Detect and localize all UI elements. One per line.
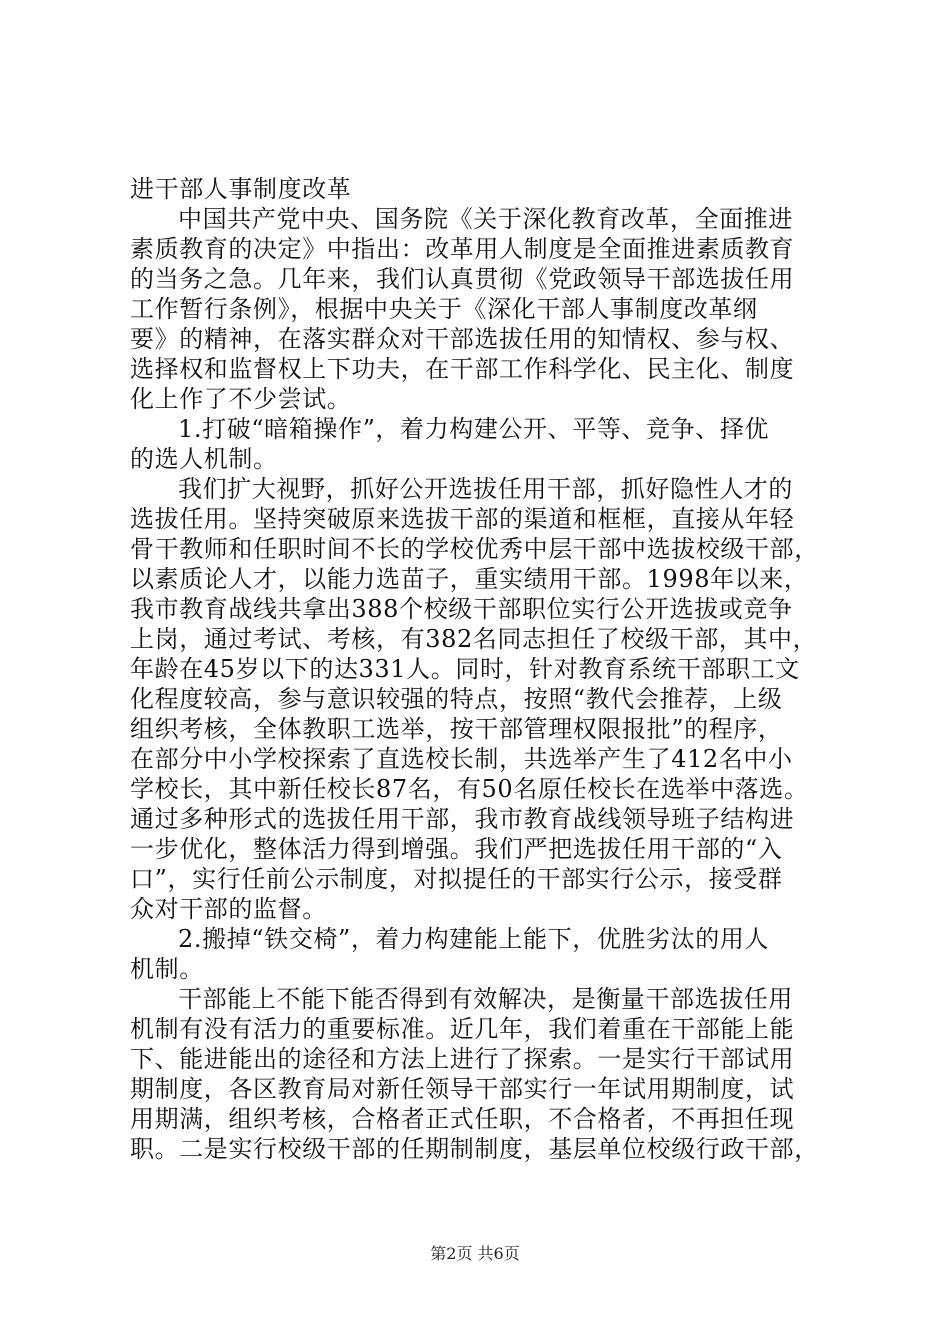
text-line: 骨干教师和任职时间不长的学校优秀中层干部中选拔校级干部， bbox=[130, 535, 819, 563]
text-line: 职。二是实行校级干部的任期制制度，基层单位校级行政干部， bbox=[130, 1135, 819, 1163]
text-line: 选拔任用。坚持突破原来选拔干部的渠道和框框，直接从年轻 bbox=[130, 505, 795, 533]
text-line: 我们扩大视野，抓好公开选拔任用干部，抓好隐性人才的 bbox=[178, 475, 793, 503]
text-line: 通过多种形式的选拔任用干部，我市教育战线领导班子结构进 bbox=[130, 805, 795, 833]
text-line: 机制有没有活力的重要标准。近几年，我们着重在干部能上能 bbox=[130, 1015, 795, 1043]
text-line: 机制。 bbox=[130, 955, 204, 983]
text-line: 一步优化，整体活力得到增强。我们严把选拔任用干部的“入 bbox=[130, 835, 783, 863]
text-line: 期制度，各区教育局对新任领导干部实行一年试用期制度，试 bbox=[130, 1075, 795, 1103]
text-line: 选择权和监督权上下功夫，在干部工作科学化、民主化、制度 bbox=[130, 355, 795, 383]
text-line: 年龄在45岁以下的达331人。同时，针对教育系统干部职工文 bbox=[130, 655, 800, 683]
page-footer: 第2页 共6页 bbox=[430, 1244, 520, 1263]
text-line: 工作暂行条例》，根据中央关于《深化干部人事制度改革纲 bbox=[130, 295, 758, 323]
text-line: 素质教育的决定》中指出：改革用人制度是全面推进素质教育 bbox=[130, 235, 795, 263]
text-line: 干部能上不能下能否得到有效解决，是衡量干部选拔任用 bbox=[178, 985, 793, 1013]
body-text bbox=[130, 174, 830, 1164]
text-line: 的当务之急。几年来，我们认真贯彻《党政领导干部选拔任用 bbox=[130, 265, 795, 293]
text-line: 下、能进能出的途径和方法上进行了探索。一是实行干部试用 bbox=[130, 1045, 795, 1073]
text-line: 的选人机制。 bbox=[130, 445, 278, 473]
text-line: 化程度较高，参与意识较强的特点，按照“教代会推荐，上级 bbox=[130, 685, 783, 713]
text-line: 要》的精神，在落实群众对干部选拔任用的知情权、参与权、 bbox=[130, 325, 795, 353]
text-line: 2.搬掉“铁交椅”，着力构建能上能下，优胜劣汰的用人 bbox=[178, 925, 770, 953]
text-line: 化上作了不少尝试。 bbox=[130, 385, 352, 413]
text-line: 中国共产党中央、国务院《关于深化教育改革，全面推进 bbox=[178, 205, 793, 233]
text-line: 上岗，通过考试、考核，有382名同志担任了校级干部，其中， bbox=[130, 625, 818, 653]
text-line: 我市教育战线共拿出388个校级干部职位实行公开选拔或竞争 bbox=[130, 595, 793, 623]
text-line: 进干部人事制度改革 bbox=[130, 175, 352, 203]
text-line: 口”，实行任前公示制度，对拟提任的干部实行公示，接受群 bbox=[130, 865, 783, 893]
text-line: 学校长，其中新任校长87名，有50名原任校长在选举中落选。 bbox=[130, 775, 809, 803]
text-line: 1.打破“暗箱操作”，着力构建公开、平等、竞争、择优 bbox=[178, 415, 770, 443]
text-line: 众对干部的监督。 bbox=[130, 895, 327, 923]
text-line: 以素质论人才，以能力选苗子，重实绩用干部。1998年以来， bbox=[130, 565, 809, 593]
text-line: 在部分中小学校探索了直选校长制，共选举产生了412名中小 bbox=[130, 745, 793, 773]
text-line: 组织考核，全体教职工选举，按干部管理权限报批”的程序， bbox=[130, 715, 783, 743]
text-line: 用期满，组织考核，合格者正式任职，不合格者，不再担任现 bbox=[130, 1105, 795, 1133]
